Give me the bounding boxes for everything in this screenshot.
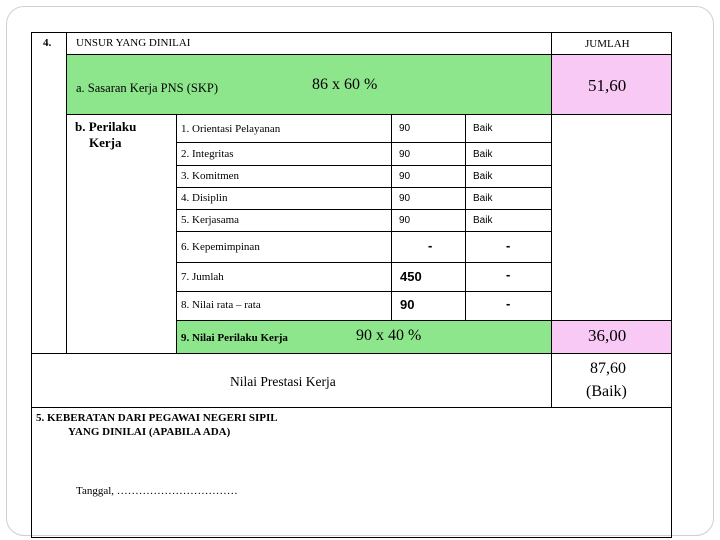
table-divider [176,165,552,166]
header-total: JUMLAH [585,38,630,50]
criterion-score: 90 [399,149,411,160]
perilaku-label-line2: Kerja [89,135,122,150]
table-divider [176,291,552,292]
criterion-score: 90 [400,297,415,312]
keberatan-date-field[interactable]: Tanggal, …………………………… [76,485,238,497]
skp-total: 51,60 [588,76,627,95]
table-divider [465,114,466,321]
table-divider [176,187,552,188]
table-divider [176,142,552,143]
criterion-name: 6. Kepemimpinan [181,241,260,253]
section-number: 4. [43,37,52,49]
prestasi-label: Nilai Prestasi Kerja [230,374,336,389]
nilai-perilaku-formula: 90 x 40 % [356,327,422,344]
criterion-grade: - [506,238,511,253]
keberatan-title-line1: 5. KEBERATAN DARI PEGAWAI NEGERI SIPIL [36,412,278,424]
perilaku-label-cell [66,114,177,354]
criterion-name: 7. Jumlah [181,271,224,283]
prestasi-total-line2: (Baik) [586,383,627,400]
table-divider [391,114,392,321]
header-label: UNSUR YANG DINILAI [76,37,191,49]
criterion-name: 1. Orientasi Pelayanan [181,123,281,135]
criterion-grade: Baik [473,149,493,160]
criterion-grade: Baik [473,171,493,182]
table-divider [176,209,552,210]
skp-formula: 86 x 60 % [312,76,378,93]
perilaku-total-cell [551,114,672,321]
criterion-score: 90 [399,215,411,226]
criterion-score: 450 [400,269,422,284]
section-number-cell [31,32,67,354]
table-divider [176,262,552,263]
criterion-score: 90 [399,123,411,134]
prestasi-total-line1: 87,60 [590,360,626,377]
nilai-perilaku-label: 9. Nilai Perilaku Kerja [181,332,288,344]
nilai-perilaku-total: 36,00 [588,326,627,345]
criterion-name: 8. Nilai rata – rata [181,299,261,311]
criterion-name: 5. Kerjasama [181,214,240,226]
criterion-name: 3. Komitmen [181,170,240,182]
criterion-grade: Baik [473,215,493,226]
perilaku-label-line1: b. Perilaku [75,119,137,134]
criterion-grade: Baik [473,123,493,134]
criterion-name: 4. Disiplin [181,192,228,204]
criterion-score: 90 [399,171,411,182]
criterion-grade: - [506,296,511,311]
criterion-name: 2. Integritas [181,148,234,160]
criterion-score: - [428,238,433,253]
criterion-grade: Baik [473,193,493,204]
table-divider [176,231,552,232]
criterion-grade: - [506,267,511,282]
skp-label: a. Sasaran Kerja PNS (SKP) [76,81,218,95]
criterion-score: 90 [399,193,411,204]
keberatan-title-line2: YANG DINILAI (APABILA ADA) [68,426,231,438]
